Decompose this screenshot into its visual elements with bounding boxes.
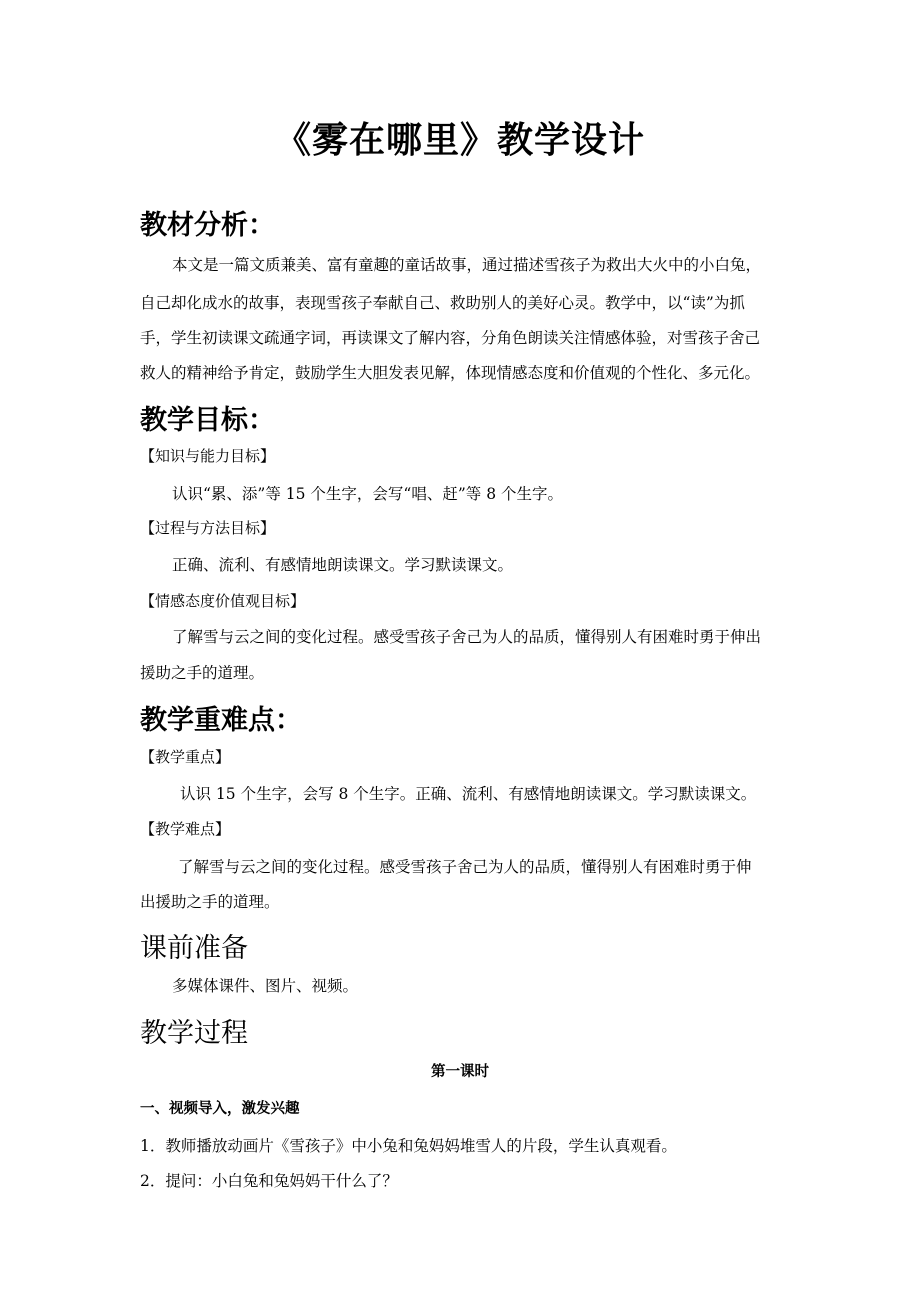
process-item-2: 2．提问：小白兔和兔妈妈干什么了？ xyxy=(140,1172,398,1190)
analysis-line-2: 自己却化成水的故事，表现雪孩子奉献自己、救助别人的美好心灵。教学中，以“读”为抓 xyxy=(140,294,745,312)
prep-text: 多媒体课件、图片、视频。 xyxy=(172,977,359,995)
heading-goals: 教学目标： xyxy=(140,405,275,436)
keypoint-difficulty-line-1: 了解雪与云之间的变化过程。感受雪孩子舍己为人的品质，懂得别人有困难时勇于伸 xyxy=(178,858,752,876)
analysis-line-1: 本文是一篇文质兼美、富有童趣的童话故事，通过描述雪孩子为救出大火中的小白兔， xyxy=(172,256,762,274)
goal-emotion-label: 【情感态度价值观目标】 xyxy=(140,592,306,610)
analysis-line-3: 手，学生初读课文疏通字词，再读课文了解内容，分角色朗读关注情感体验，对雪孩子舍己 xyxy=(140,329,761,347)
process-item-1: 1．教师播放动画片《雪孩子》中小兔和兔妈妈堆雪人的片段，学生认真观看。 xyxy=(140,1137,677,1155)
keypoint-difficulty-line-2: 出援助之手的道理。 xyxy=(140,893,280,911)
analysis-line-4: 救人的精神给予肯定，鼓励学生大胆发表见解，体现情感态度和价值观的个性化、多元化。 xyxy=(140,364,761,382)
goal-knowledge-text: 认识“累、添”等 15 个生字，会写“唱、赶”等 8 个生字。 xyxy=(172,485,563,503)
heading-analysis: 教材分析： xyxy=(140,210,275,241)
heading-keypoints: 教学重难点： xyxy=(140,705,302,736)
goal-process-text: 正确、流利、有感情地朗读课文。学习默读课文。 xyxy=(172,556,514,574)
goal-emotion-line-1: 了解雪与云之间的变化过程。感受雪孩子舍己为人的品质，懂得别人有困难时勇于伸出 xyxy=(172,628,762,646)
keypoint-focus-label: 【教学重点】 xyxy=(140,748,231,766)
keypoint-focus-text: 认识 15 个生字，会写 8 个生字。正确、流利、有感情地朗读课文。学习默读课文。 xyxy=(180,785,757,803)
goal-knowledge-label: 【知识与能力目标】 xyxy=(140,447,276,465)
goal-emotion-line-2: 援助之手的道理。 xyxy=(140,664,265,682)
step1-heading: 一、视频导入，激发兴趣 xyxy=(140,1101,300,1117)
goal-process-label: 【过程与方法目标】 xyxy=(140,519,276,537)
heading-process: 教学过程 xyxy=(140,1018,248,1049)
document-title: 《雾在哪里》教学设计 xyxy=(274,120,645,161)
keypoint-difficulty-label: 【教学难点】 xyxy=(140,820,231,838)
lesson-title: 第一课时 xyxy=(431,1064,489,1080)
heading-prep: 课前准备 xyxy=(140,933,248,964)
